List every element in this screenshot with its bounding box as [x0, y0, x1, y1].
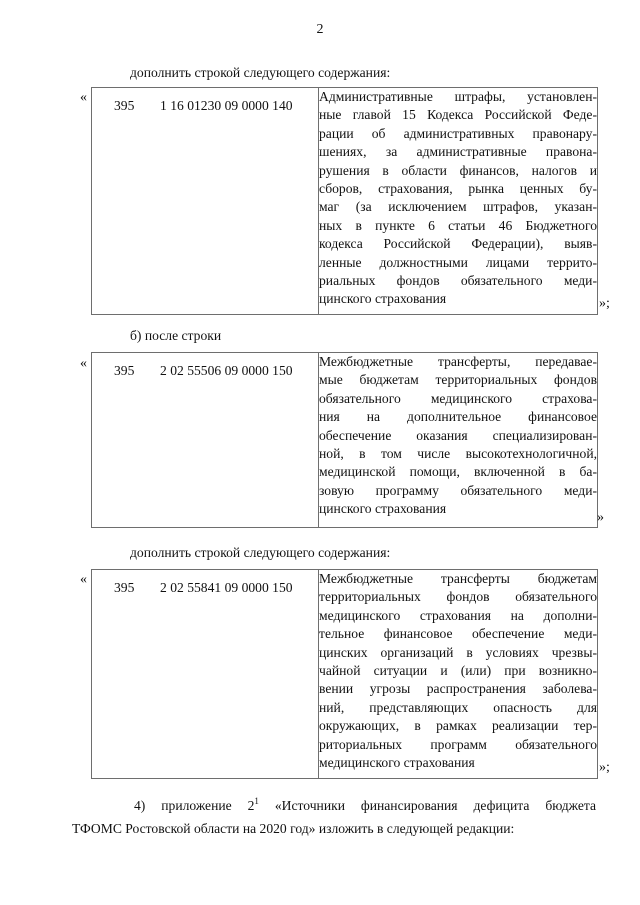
table-row [92, 88, 598, 315]
code-cell [92, 353, 319, 528]
description-line: шениях, за административные правона- [319, 144, 597, 160]
description-line: ной, в том числе высокотехнологичной, [319, 446, 597, 462]
description-line: медицинской помощи, включенной в ба- [319, 464, 597, 480]
item-4-line-2: ТФОМС Ростовской области на 2020 год» изложить в следующей редакции: [72, 821, 515, 836]
opening-quote-2: « [80, 356, 87, 371]
description-line: ний, представляющих опасность для [319, 699, 597, 715]
description-line: цинских организаций в условиях чрезвы- [319, 644, 597, 660]
budget-code-table-3 [91, 569, 598, 779]
description-line: риальных фондов обязательного меди- [319, 273, 597, 289]
admin-code: 395 [114, 98, 135, 113]
paragraph-add-line-2: дополнить строкой следующего содержания: [130, 545, 391, 560]
item-4-title: «Источники финансирования дефицита бюджета [274, 798, 596, 813]
description-line: рушения в области финансов, налогов и [319, 162, 597, 178]
description-line: территориальных фондов обязательного [319, 589, 597, 605]
budget-code-table-2 [91, 352, 598, 528]
description-cell [319, 88, 598, 315]
description-line: ния на дополнительное финансовое [319, 409, 597, 425]
description-line: ные главой 15 Кодекса Российской Феде- [319, 107, 597, 123]
budget-code-table-1 [91, 87, 598, 315]
description-line: тельное финансовое обеспечение меди- [319, 626, 597, 642]
description-line: маг (за исключением штрафов, указан- [319, 199, 597, 215]
description-line: сборов, страхования, рынка ценных бу- [319, 181, 597, 197]
opening-quote-1: « [80, 90, 87, 105]
closing-quote-2: » [597, 510, 604, 525]
code-cell [92, 570, 319, 779]
paragraph-item-4 [72, 794, 596, 840]
description-line: мые бюджетам территориальных фондов [319, 372, 597, 388]
description-line: ных в пункте 6 статьи 46 Бюджетного [319, 217, 597, 233]
description-line: окружающих, в рамках реализации тер- [319, 718, 597, 734]
closing-quote-1: »; [599, 296, 610, 311]
kbk-code: 2 02 55841 09 0000 150 [160, 580, 293, 595]
paragraph-after-line: б) после строки [130, 328, 222, 343]
item-4-prefix: 4) приложение 2 [134, 798, 255, 813]
description-cell [319, 353, 598, 528]
table-row [92, 353, 598, 528]
kbk-code: 2 02 55506 09 0000 150 [160, 363, 293, 378]
admin-code: 395 [114, 580, 135, 595]
description-line: медицинского страхования на дополни- [319, 607, 597, 623]
description-line: кодекса Российской Федерации), выяв- [319, 236, 597, 252]
description-line: медицинского страхования [319, 755, 475, 771]
description-line: обязательного медицинского страхова- [319, 390, 597, 406]
description-line: чайной ситуации и (или) при возникно- [319, 663, 597, 679]
description-line: риториальных программ обязательного [319, 736, 597, 752]
admin-code: 395 [114, 363, 135, 378]
description-line: Административные штрафы, установлен- [319, 89, 597, 104]
description-line: Межбюджетные трансферты, передавае- [319, 354, 597, 369]
page-number: 2 [316, 22, 324, 37]
description-line: вении угрозы распространения заболева- [319, 681, 597, 697]
kbk-code: 1 16 01230 09 0000 140 [160, 98, 293, 113]
description-line: цинского страхования [319, 291, 447, 307]
closing-quote-3: »; [599, 760, 610, 775]
description-line: ленные должностными лицами террито- [319, 254, 597, 270]
paragraph-add-line-1: дополнить строкой следующего содержания: [130, 65, 391, 80]
description-line: зовую программу обязательного меди- [319, 482, 597, 498]
description-line: обеспечение оказания специализирован- [319, 427, 597, 443]
item-4-superscript: 1 [254, 796, 259, 806]
item-4-line-1 [72, 794, 596, 817]
table-row [92, 570, 598, 779]
description-line: цинского страхования [319, 501, 447, 517]
code-cell [92, 88, 319, 315]
opening-quote-3: « [80, 572, 87, 587]
description-line: рации об административных правонару- [319, 125, 597, 141]
description-line: Межбюджетные трансферты бюджетам [319, 571, 597, 586]
description-cell [319, 570, 598, 779]
